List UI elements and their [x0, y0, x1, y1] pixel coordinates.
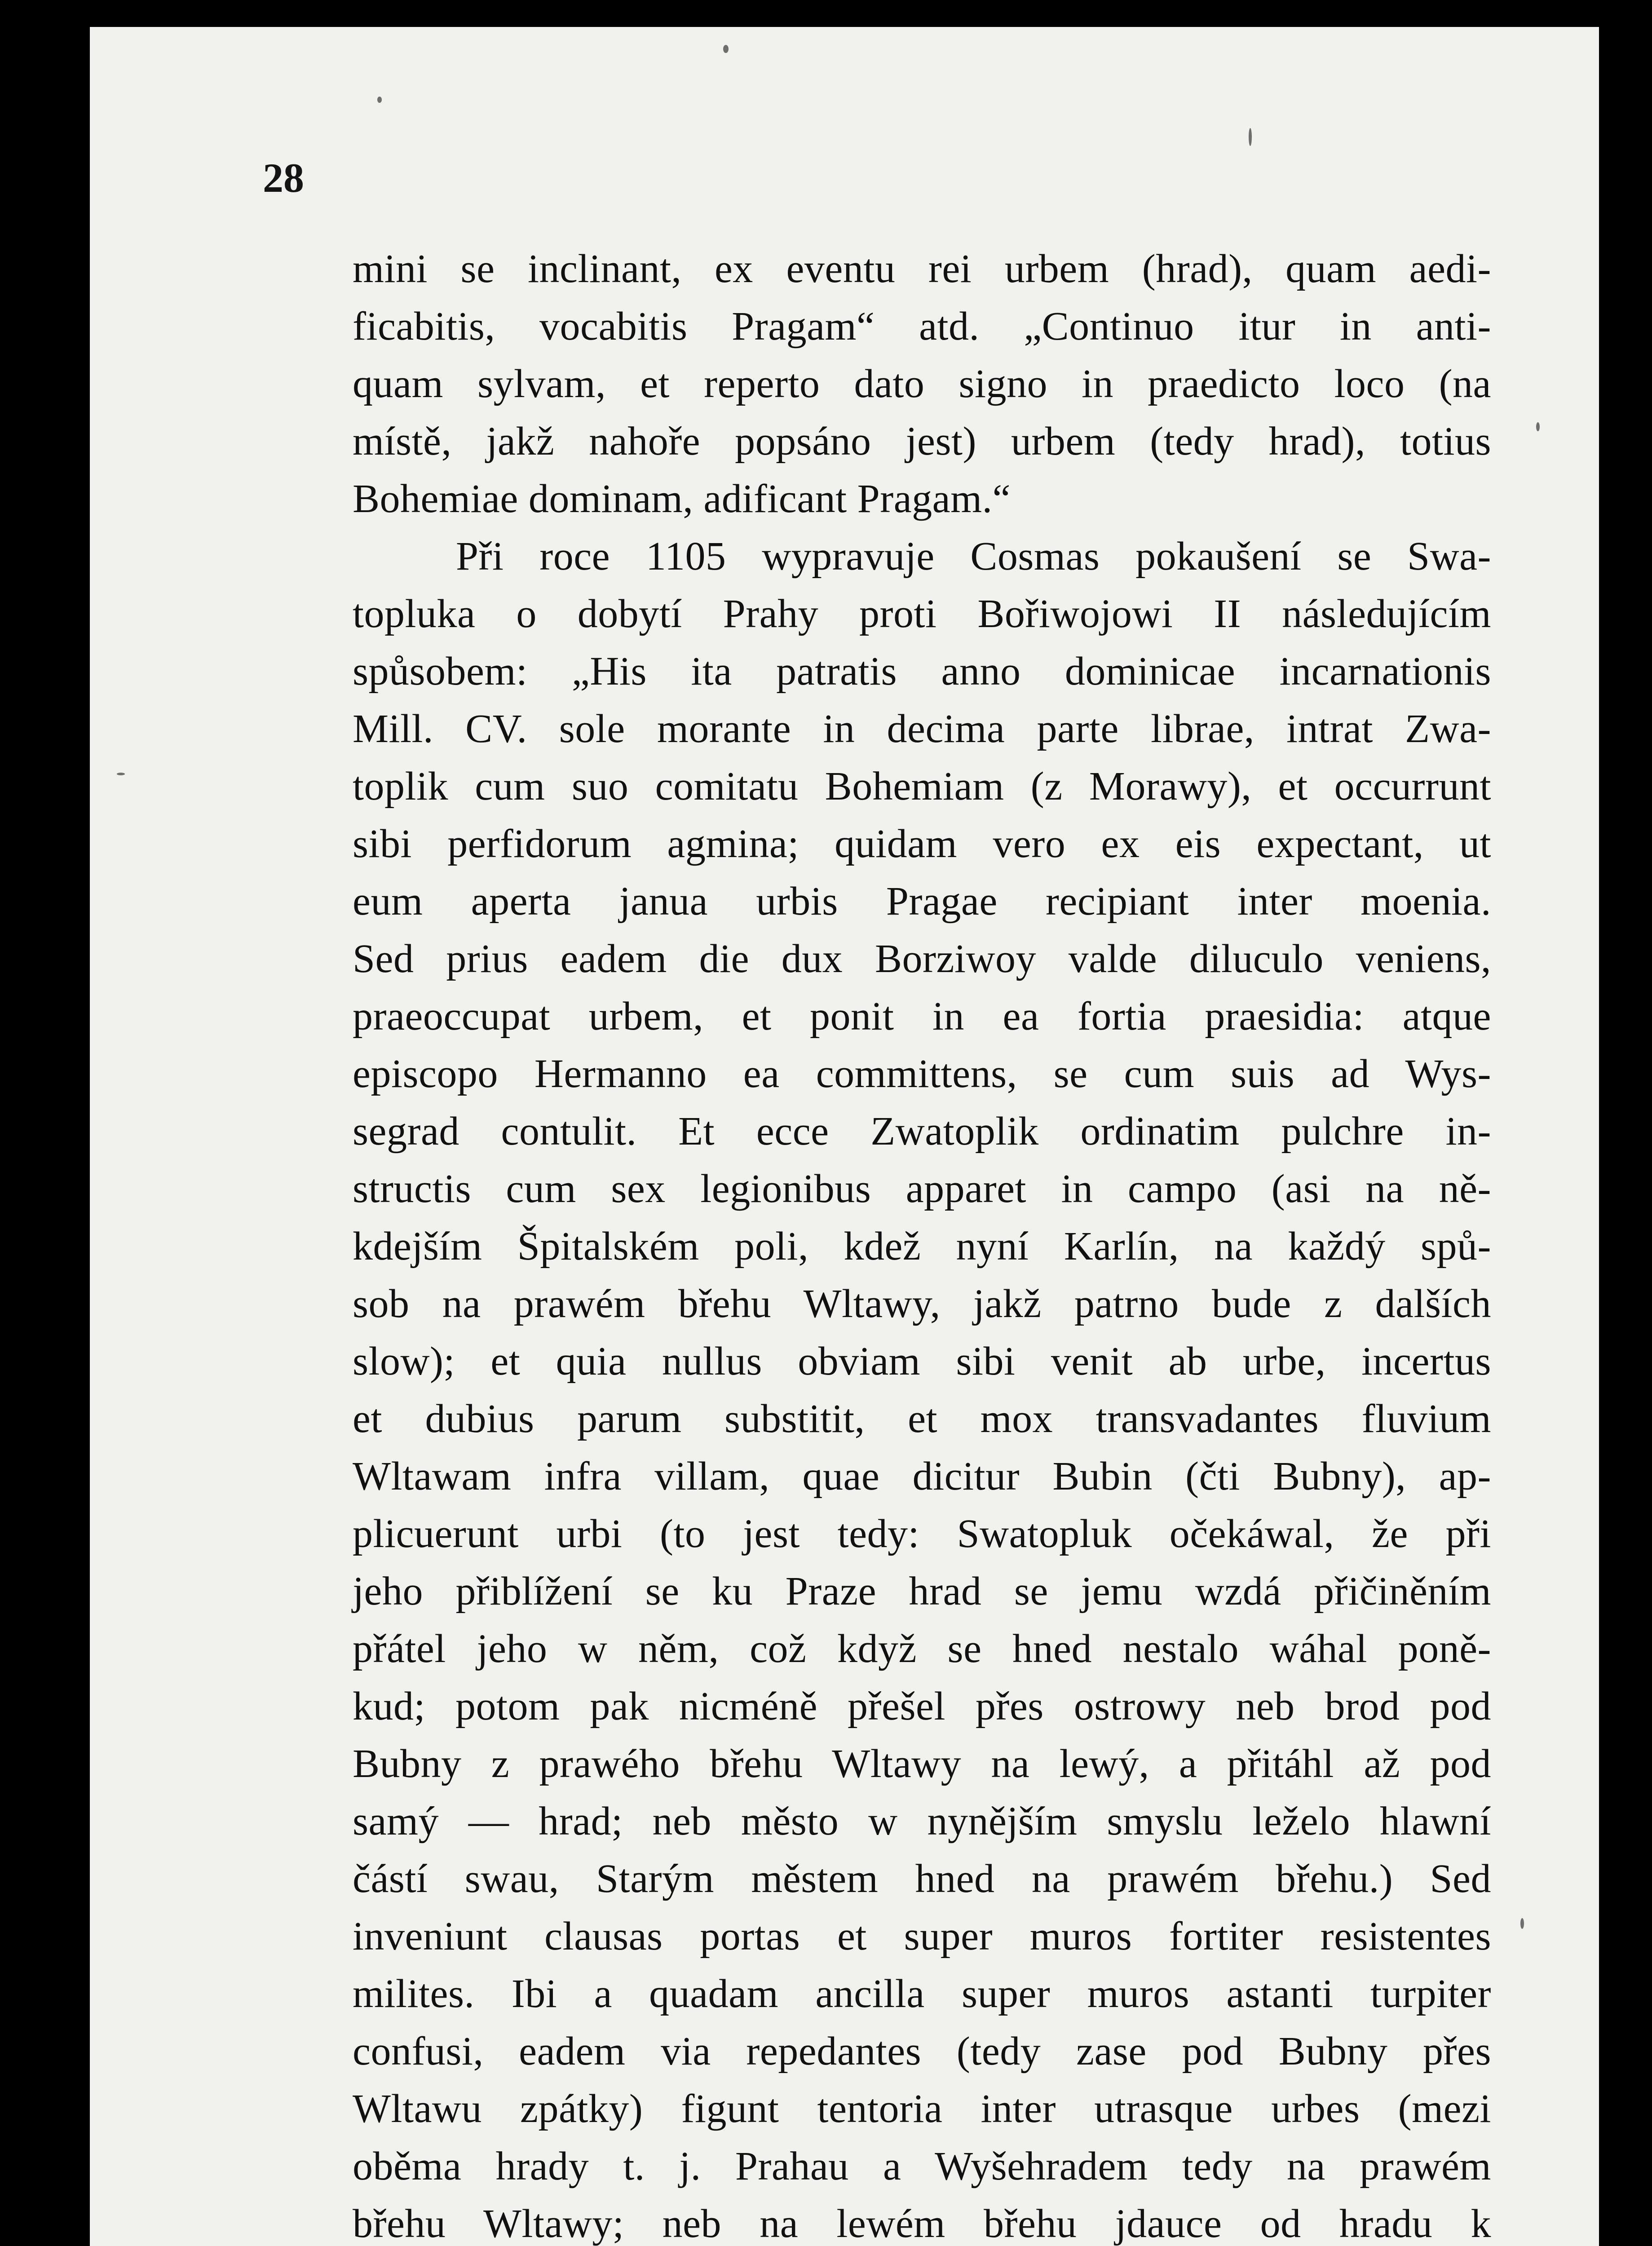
text-line: topluka o dobytí Prahy proti Bořiwojowi II následujícím	[353, 592, 1491, 636]
text-line: samý — hrad; neb město w nynějším smyslu leželo hlawní	[353, 1799, 1491, 1844]
text-line: Při roce 1105 wypravuje Cosmas pokaušení se Swa-	[456, 534, 1491, 579]
text-line: místě, jakž nahoře popsáno jest) urbem (tedy hrad), totius	[353, 419, 1491, 464]
text-line: Mill. CV. sole morante in decima parte librae, intrat Zwa-	[353, 707, 1491, 751]
text-line: kud; potom pak nicméně přešel přes ostrowy neb brod pod	[353, 1684, 1491, 1729]
text-line: částí swau, Starým městem hned na prawém břehu.) Sed	[353, 1857, 1491, 1901]
text-line: toplik cum suo comitatu Bohemiam (z Morawy), et occurrunt	[353, 764, 1491, 809]
text-line: Sed prius eadem die dux Borziwoy valde diluculo veniens,	[353, 937, 1491, 981]
text-line: břehu Wltawy; neb na lewém břehu jdauce od hradu k	[353, 2202, 1491, 2246]
body-text	[353, 240, 1491, 2246]
text-line: jeho přiblížení se ku Praze hrad se jemu wzdá přičiněním	[353, 1569, 1491, 1614]
text-line: Wltawu zpátky) figunt tentoria inter utrasque urbes (mezi	[353, 2087, 1491, 2131]
text-line: quam sylvam, et reperto dato signo in praedicto loco (na	[353, 362, 1491, 406]
text-line: ficabitis, vocabitis Pragam“ atd. „Continuo itur in anti-	[353, 304, 1491, 349]
text-line: eum aperta janua urbis Pragae recipiant inter moenia.	[353, 879, 1491, 924]
text-line: praeoccupat urbem, et ponit in ea fortia praesidia: atque	[353, 994, 1491, 1039]
book-page	[90, 27, 1599, 2246]
text-line: slow); et quia nullus obviam sibi venit ab urbe, incertus	[353, 1339, 1491, 1384]
text-line: spůsobem: „His ita patratis anno dominicae incarnationis	[353, 649, 1491, 694]
text-line: episcopo Hermanno ea committens, se cum suis ad Wys-	[353, 1052, 1491, 1096]
scan-speck	[1536, 422, 1540, 431]
scan-speck	[1249, 128, 1252, 146]
text-line: et dubius parum substitit, et mox transvadantes fluvium	[353, 1397, 1491, 1441]
text-line: sibi perfidorum agmina; quidam vero ex eis expectant, ut	[353, 822, 1491, 866]
text-line: milites. Ibi a quadam ancilla super muros astanti turpiter	[353, 1972, 1491, 2016]
text-line: mini se inclinant, ex eventu rei urbem (hrad), quam aedi-	[353, 247, 1491, 291]
text-line: confusi, eadem via repedantes (tedy zase pod Bubny přes	[353, 2029, 1491, 2074]
text-line: segrad contulit. Et ecce Zwatoplik ordinatim pulchre in-	[353, 1109, 1491, 1154]
scan-speck	[377, 97, 382, 103]
text-line: kdejším Špitalském poli, kdež nyní Karlín, na každý spů-	[353, 1224, 1491, 1269]
scan-speck	[723, 45, 729, 53]
text-line: plicuerunt urbi (to jest tedy: Swatopluk očekáwal, že při	[353, 1512, 1491, 1556]
text-line: inveniunt clausas portas et super muros fortiter resistentes	[353, 1914, 1491, 1959]
scan-speck	[117, 773, 125, 775]
page-number: 28	[263, 155, 304, 201]
text-line: Wltawam infra villam, quae dicitur Bubin (čti Bubny), ap-	[353, 1454, 1491, 1499]
scan-speck	[1520, 1918, 1524, 1929]
text-line: Bubny z prawého břehu Wltawy na lewý, a přitáhl až pod	[353, 1742, 1491, 1786]
text-line: oběma hrady t. j. Prahau a Wyšehradem tedy na prawém	[353, 2144, 1491, 2189]
text-line: přátel jeho w něm, což když se hned nestalo wáhal poně-	[353, 1627, 1491, 1671]
text-line: structis cum sex legionibus apparet in campo (asi na ně-	[353, 1167, 1491, 1211]
text-line: Bohemiae dominam, adificant Pragam.“	[353, 477, 1011, 521]
text-line: sob na prawém břehu Wltawy, jakž patrno bude z dalších	[353, 1282, 1491, 1326]
